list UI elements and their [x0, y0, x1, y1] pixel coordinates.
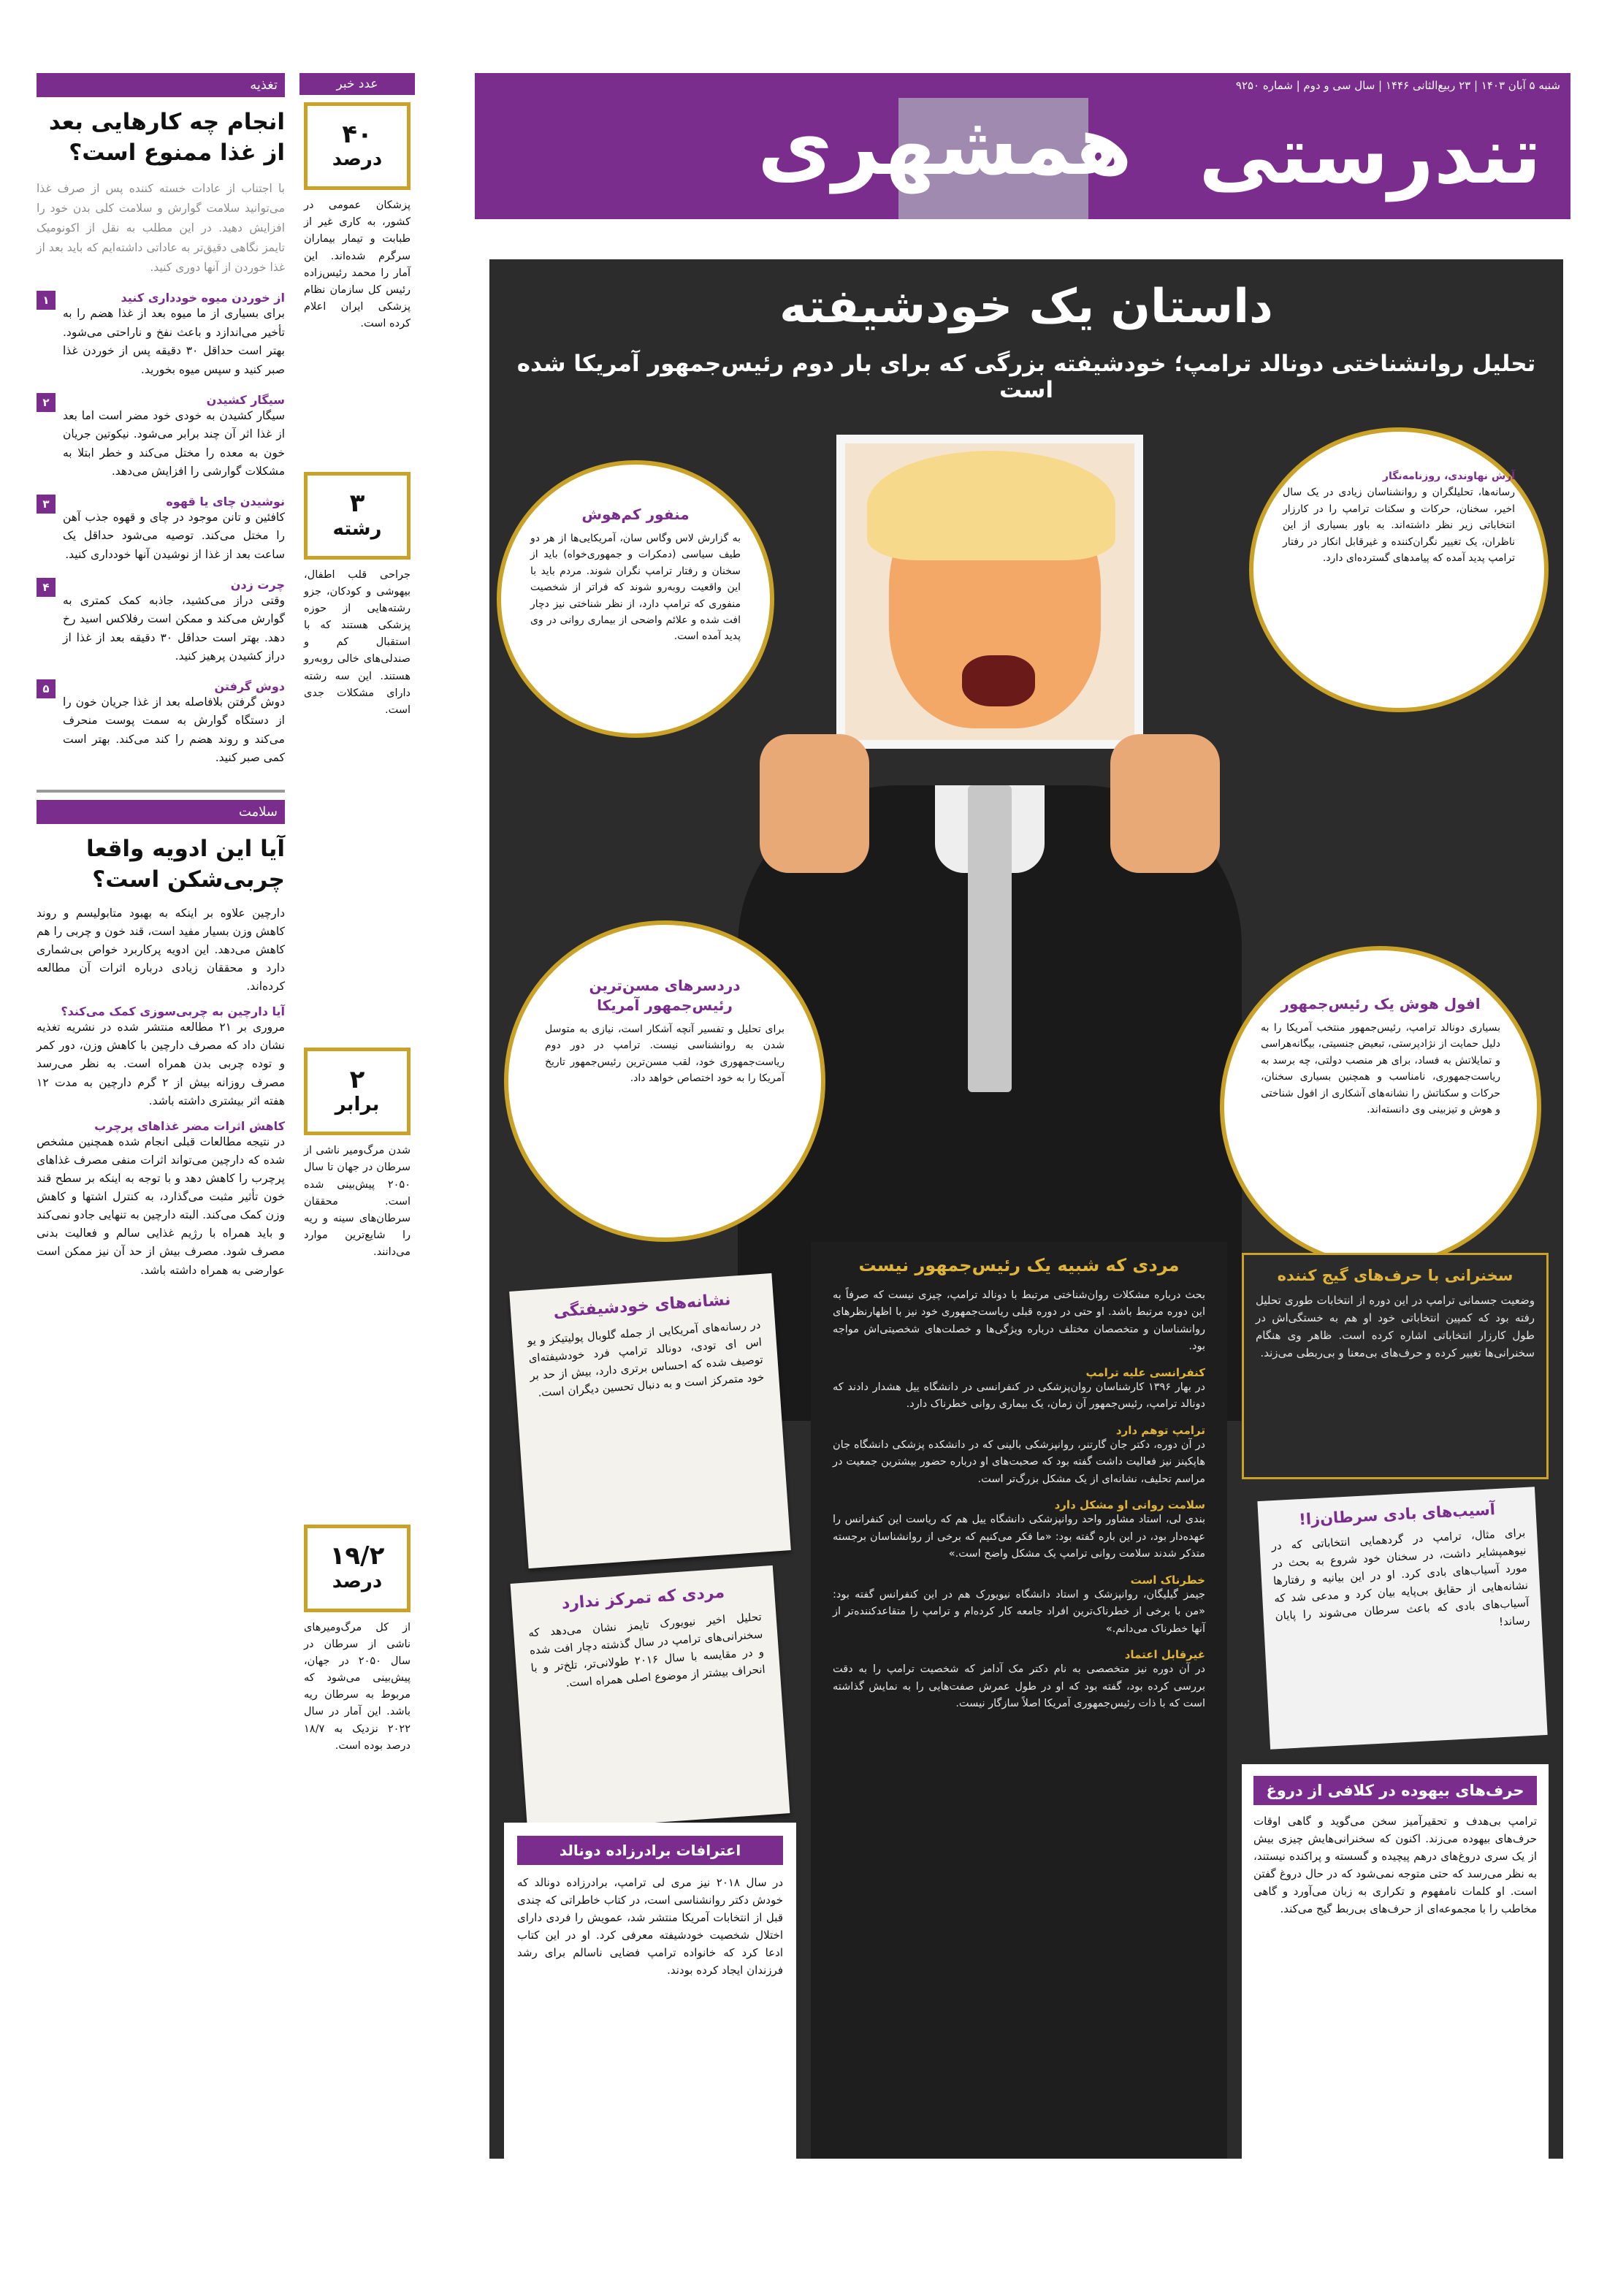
stat-number: ۱۹/۲: [329, 1541, 385, 1571]
left-hand: [760, 734, 869, 873]
bubble-title: دردسرهای مسن‌ترین رئیس‌جمهور آمریکا: [589, 977, 741, 1014]
tip-text: برای بسیاری از ما میوه بعد از غذا هضم را به تأخیر می‌اندازد و باعث نفخ و ناراحتی می‌شود. بهتر است حداقل ۳۰ دقیقه پس از خوردن غذا صبر کنید و سپس میوه بخورید.: [63, 307, 285, 376]
stat-box: [304, 1048, 411, 1135]
note-title: نشانه‌های خودشیفتگی: [552, 1290, 732, 1321]
feature-section: [489, 259, 1563, 2159]
tip-number-badge: ۳: [37, 495, 56, 514]
center-subtext: جیمز گیلیگان، روانپزشک و استاد دانشگاه نیویورک هم در این کنفرانس گفته بود: «من با برخی از خطرناک‌ترین افراد جامعه کار کرده‌ام و ترامپ را متقاعد‌کننده‌تر از آنها خطرناک می‌دانم.»: [833, 1588, 1205, 1635]
bubble-oldest-president: [504, 920, 825, 1242]
bubble-text: بسیاری دونالد ترامپ، رئیس‌جمهور منتخب آمریکا را به دلیل حمایت از نژادپرستی، تبعیض جنسیتی، بیگانه‌هراسی و تمایلاتش به فساد، برای هر منصب دولتی، چه برسد به ریاست‌جمهوری، نامناسب و همچنین بسیاری سخنان، حرکات و سکناتش را نشانه‌های آشکاری از افول شناختی و هوش و تیزبینی وی دانسته‌اند.: [1261, 1022, 1500, 1115]
stat-item-3: [299, 1048, 415, 1261]
stat-unit: درصد: [332, 148, 383, 171]
feature-headline: داستان یک خودشیفته: [779, 280, 1273, 334]
logo-tandorosti: تندرستی: [1199, 110, 1541, 202]
tip-number-badge: ۱: [37, 291, 56, 310]
note-no-focus: [511, 1565, 790, 1831]
health-subtitle-1: آیا دارچین به چربی‌سوزی کمک می‌کند؟: [61, 1004, 285, 1019]
box-niece-confessions: [504, 1823, 796, 2159]
health-title: آیا این ادویه واقعا چربی‌شکن است؟: [85, 836, 285, 893]
box-title: سخنرانی با حرف‌های گیج کننده: [1277, 1267, 1514, 1284]
section-tag-nutrition: تغذیه: [37, 73, 285, 97]
stat-unit: درصد: [332, 1570, 383, 1593]
health-subtext-2: در نتیجه مطالعات قبلی انجام شده همچنین مشخص شده که دارچین می‌تواند اثرات منفی مصرف غذاهای پرچرب را کاهش دهد و با توجه به اینکه بر سطح قند خون تأثیر مثبت می‌گذارد، به کنترل اشتها و کاهش وزن کمک می‌کند. البته دارچین به تنهایی جادو نمی‌کند و باید همراه با رژیم غذایی سالم و فعالیت بدنی مصرف شود. مصرف بیش از حد آن نیز ممکن است عوارضی به همراه داشته باشد.: [37, 1134, 285, 1277]
box-windmills: [1257, 1487, 1547, 1749]
stat-text: پزشکان عمومی در کشور، به کاری غیر از طبابت و تیمار بیماران سرگرم شده‌اند. این آمار را محمد رئیس‌زاده رئیس کل سازمان نظام پزشکی ایران اعلام کرده است.: [304, 199, 411, 330]
center-subtext: بندی لی، استاد مشاور واحد روانپزشکی دانشگاه ییل هم که ریاست این کنفرانس را عهده‌دار بود، در این باره گفته بود: «ما فکر می‌کنیم که برخی از روانشناسان برجسته متذکر شدند سلامت روانی ترامپ یک مشکل واضح است.»: [833, 1514, 1205, 1560]
stat-box: [304, 102, 411, 190]
stats-column: [299, 73, 415, 1755]
section-tag-health: سلامت: [37, 800, 285, 824]
stat-box: [304, 1525, 411, 1612]
center-subtext: در بهار ۱۳۹۶ کارشناسان روان‌پزشکی در کنفرانسی در دانشگاه ییل هشدار دادند که دونالد ترامپ، رئیس‌جمهور آن زمان، یک بیماری روانی خطرناک دارد.: [833, 1381, 1205, 1411]
bubble-title: افول هوش یک رئیس‌جمهور: [1280, 995, 1481, 1012]
stat-text: شدن مرگ‌ومیر ناشی از سرطان در جهان تا سال ۲۰۵۰ پیش‌بینی شده است. محققان سرطان‌های سینه و ریه را شایع‌ترین موارد می‌دانند.: [304, 1145, 411, 1259]
box-text: در سال ۲۰۱۸ نیز مری لی ترامپ، برادرزاده دونالد که خودش دکتر روانشناسی است، در کتاب خاطراتی که چندی قبل از انتخابات آمریکا منتشر شد، عمویش را فردی دارای اختلال شخصیت خودشیفته معرفی کرد. او در این کتاب ادعا کرد که خانواده ترامپ فضایی ناسالم برای رشد فرزندان ایجاد کرده بودند.: [517, 1876, 784, 1977]
note-title: مردی که تمرکز ندارد: [561, 1583, 725, 1614]
center-subtext: در آن دوره، دکتر جان گارتنر، روانپزشکی بالینی که در دانشکده پزشکی دانشگاه جان هاپکینز نیز فعالیت داشت گفته بود که صحبت‌های او درباره حضور بیشترین جمعیت در مراسم تحلیف، نشانه‌ای از یک مشکل بزرگ‌تر است.: [833, 1438, 1205, 1485]
bubble-byline: آرش نهاوندی، روزنامه‌نگار: [1382, 470, 1515, 482]
tip-text: کافئین و تانن موجود در چای و قهوه جذب آهن را مختل می‌کند. توصیه می‌شود حداقل یک ساعت بعد از غذا از نوشیدن آنها خودداری کنید.: [63, 510, 285, 561]
box-text: برای مثال، ترامپ در گردهمایی انتخاباتی که در نیوهمپشایر داشت، در سخنان خود شروع به بحث در مورد آسیاب‌های بادی کرد. او در این بیانیه و رفتارها نشانه‌هایی از حقایق بی‌پایه بیان کرد و مدعی شد که آسیاب‌های بادی که باعث سرطان می‌شوند را پایان رساند!: [1271, 1526, 1530, 1629]
health-intro: دارچین علاوه بر اینکه به بهبود متابولیسم و روند کاهش وزن بسیار مفید است، قند خون و چربی را هم کاهش می‌دهد. این ادویه پرکاربرد خواص بی‌شماری دارد و محققان زیادی درباره اثرات آن مطالعه کرده‌اند.: [37, 906, 285, 993]
health-subtitle-2: کاهش اثرات مضر غذاهای پرچرب: [94, 1118, 285, 1133]
tip-number-badge: ۲: [37, 393, 56, 412]
box-title: اعترافات برادرزاده دونالد: [517, 1836, 783, 1865]
tip-text: وقتی دراز می‌کشید، جاذبه کمک کمتری به گوارش می‌کند و ممکن است رفلاکس اسید رخ دهد. بهتر است حداقل ۳۰ دقیقه بعد از غذا از دراز کشیدن پرهیز کنید.: [63, 593, 285, 663]
box-text: وضعیت جسمانی ترامپ در این دوره از انتخابات طوری تحلیل رفته بود که کمپین انتخاباتی خود او هم به خستگی‌اش در طول کارزار انتخاباتی اشاره کرده است. ظاهر وی هنگام سخنرانی‌ها تغییر کرده و حرف‌های بی‌معنا و بی‌ربطی می‌زند.: [1256, 1294, 1535, 1359]
tip-title: دوش گرفتن: [214, 679, 285, 693]
mouth-illustration: [962, 655, 1035, 706]
box-title: آسیب‌های بادی سرطان‌زا!: [1298, 1500, 1496, 1529]
tip-title: چرت زدن: [230, 577, 285, 592]
center-intro: بحث درباره مشکلات روان‌شناختی مرتبط با دونالد ترامپ، چیزی نیست که صرفاً به این دوره مرتبط باشد. او حتی در دوره قبلی ریاست‌جمهوری خود نیز با اظهارنظرهای روانشناسان و متخصصان مختلف درباره ویژگی‌ها و خصلت‌های شخصیتی‌اش مواجه بود.: [833, 1289, 1205, 1353]
tip-text: سیگار کشیدن به خودی خود مضر است اما بعد از غذا اثر آن چند برابر می‌شود. نیکوتین جریان خون به معده را مختل می‌کند و خطر ابتلا به مشکلات گوارشی را افزایش می‌دهد.: [63, 408, 285, 478]
tip-number-badge: ۵: [37, 679, 56, 698]
bubble-text: برای تحلیل و تفسیر آنچه آشکار است، نیازی به متوسل شدن به روانشناسی نیست. ترامپ در دور دوم ریاست‌جمهوری خود، لقب مسن‌ترین رئیس‌جمهور تاریخ آمریکا را به خود اختصاص خواهد داد.: [545, 1023, 785, 1085]
center-subtitle: خطرناک است: [1130, 1573, 1205, 1587]
stat-item-4: [299, 1525, 415, 1755]
bubble-intelligence-decline: [1220, 946, 1541, 1267]
bubble-text: رسانه‌ها، تحلیلگران و روانشناسان زیادی در یک سال اخیر، سخنان، حرکات و سکنات ترامپ را در کارزار انتخاباتی زیر نظر داشته‌اند. به باور بسیاری از این ناظران، یک تغییر نگران‌کننده و غیرقابل انکار در رفتار ترامپ پدید آمده که پیامدهای گسترده‌ای دارد.: [1283, 487, 1515, 564]
masthead: [475, 73, 1570, 219]
bubble-columnist: [1249, 427, 1549, 712]
stats-label: عدد خبر: [299, 73, 415, 95]
tip-1: [37, 291, 285, 379]
note-text: تحلیل اخیر نیویورک تایمز نشان می‌دهد که سخنرانی‌های ترامپ در سال گذشته دچار افت شده و در مقایسه با سال ۲۰۱۶ طولانی‌تر، تلخ‌تر و با انحراف بیشتر از موضوع اصلی همراه است.: [527, 1610, 766, 1690]
left-column: [37, 73, 285, 1280]
tip-text: دوش گرفتن بلافاصله بعد از غذا جریان خون را از دستگاه گوارش به سمت پوست منحرف می‌کند و روند هضم را کند می‌کند. بهتر است کمی صبر کنید.: [63, 695, 285, 765]
health-article: [37, 800, 285, 1280]
hands-illustration: [760, 734, 1220, 873]
tip-2: [37, 393, 285, 481]
box-lies: [1242, 1764, 1549, 2159]
center-subtitle: غیرقابل اعتماد: [1124, 1648, 1205, 1662]
center-subtitle: سلامت روانی او مشکل دارد: [1054, 1498, 1205, 1512]
stat-item-1: [299, 102, 415, 333]
stat-unit: برابر: [335, 1094, 380, 1116]
hair-illustration: [867, 451, 1115, 560]
tip-3: [37, 495, 285, 565]
stat-item-2: [299, 472, 415, 720]
box-confusing-speech: [1242, 1253, 1549, 1479]
note-text: در رسانه‌های آمریکایی از جمله گلوبال پولیتیکز و یو اس ای تودی، دونالد ترامپ فرد خودشیفته‌ای توصیف شده که احساس برتری دارد، بیش از حد بر خود متمرکز است و به دنبال تحسین دیگران است.: [527, 1318, 765, 1400]
stat-text: جراحی قلب اطفال، بیهوشی و کودکان، جزو رشته‌هایی از حوزه پزشکی هستند که با استقبال کم و صندلی‌های خالی روبه‌رو هستند. این سه رشته دارای مشکلات جدی است.: [304, 568, 411, 716]
logo-hamshahri: همشهری: [757, 99, 1132, 194]
bubble-title: منفور کم‌هوش: [581, 506, 690, 523]
stat-number: ۲: [349, 1064, 365, 1094]
bubble-text: به گزارش لاس وگاس سان، آمریکایی‌ها از هر دو طیف سیاسی (دمکرات و جمهوری‌خواه) باید از سخنان و رفتار ترامپ نگران شوند. مردم باید با این واقعیت روبه‌رو شوند که فراتر از شخصیت منفوری که ترامپ دارد، از نظر شناختی نیز دچار افت شده و علائم واضحی از بیماری روانی در وی پدید آمده است.: [530, 533, 741, 643]
center-subtitle: کنفرانسی علیه ترامپ: [1085, 1365, 1205, 1379]
tip-title: نوشیدن چای یا قهوه: [166, 494, 285, 508]
nutrition-intro: با اجتناب از عادات خسته کننده پس از صرف غذا می‌توانید سلامت گوارش و سلامت کلی بدن خود را افزایش دهید. در این مطلب به نقل از اکونومیک تایمز نگاهی دقیق‌تر به عاداتی داشته‌ایم که باید بعد از غذا خوردن از آنها دوری کنید.: [37, 181, 285, 275]
stat-box: [304, 472, 411, 560]
center-story: [811, 1242, 1227, 2159]
stat-unit: رشته: [332, 517, 382, 540]
tip-title: از خوردن میوه خودداری کنید: [121, 291, 285, 305]
date-line: شنبه ۵ آبان ۱۴۰۳ | ۲۳ ربیع‌الثانی ۱۴۴۶ | سال سی و دوم | شماره ۹۲۵۰: [475, 73, 1570, 98]
right-hand: [1110, 734, 1220, 873]
tip-5: [37, 679, 285, 768]
center-title: مردی که شبیه یک رئیس‌جمهور نیست: [858, 1255, 1180, 1275]
stat-number: ۴۰: [342, 119, 373, 149]
tip-title: سیگار کشیدن: [206, 392, 285, 407]
feature-subhead: تحلیل روانشناختی دونالد ترامپ؛ خودشیفته بزرگی که برای بار دوم رئیس‌جمهور آمریکا شده است: [516, 351, 1536, 403]
center-subtitle: ترامپ توهم دارد: [1115, 1423, 1205, 1437]
tip-number-badge: ۴: [37, 578, 56, 597]
stat-text: از کل مرگ‌ومیرهای ناشی از سرطان در سال ۲۰۵۰ در جهان، پیش‌بینی می‌شود که مربوط به سرطان ریه باشد. این آمار در سال ۲۰۲۲ نزدیک به ۱۸/۷ درصد بوده است.: [304, 1621, 411, 1752]
note-narcissism-signs: [509, 1273, 791, 1568]
portrait-frame: [836, 435, 1143, 749]
divider: [37, 790, 285, 793]
box-text: ترامپ بی‌هدف و تحقیرآمیز سخن می‌گوید و گاهی اوقات حرف‌های بیهوده می‌زند. اکنون که سخنرانی‌هایش چیزی بیش از یک سری دروغ‌های درهم پیچیده و گسسته و پراکنده نیستند، به نظر می‌رسد که حتی متوجه نمی‌شود که در حال دروغ گفتن است. او کلمات نامفهوم و تکراری به زبان می‌آورد و گاهی مخاطب را با مجموعه‌ای از حرف‌های بی‌ربط گیج می‌کند.: [1253, 1815, 1537, 1915]
tip-4: [37, 578, 285, 666]
box-title: حرف‌های بیهوده در کلافی از دروغ: [1253, 1776, 1537, 1805]
health-subtext-1: مروری بر ۲۱ مطالعه منتشر شده در نشریه تغذیه نشان داد که مصرف دارچین با کاهش وزن، دور کمر و توده چربی بدن همراه است. به نظر می‌رسد مصرف روزانه بیش از ۲ گرم دارچین به مدت ۱۲ هفته اثر بیشتری داشته باشد.: [37, 1021, 285, 1107]
bubble-hated-low-iq: [497, 460, 774, 738]
center-subtext: در آن دوره نیز متخصصی به نام دکتر مک آدامز که شخصیت ترامپ را به دقت بررسی کرده بود، گفته بود که او در طول عمرش صفت‌هایی را به نمایش گذاشته است که با ذات رئیس‌جمهوری آمریکا اصلاً سازگار نیست.: [833, 1663, 1205, 1710]
nutrition-title: انجام چه کارهایی بعد از غذا ممنوع است؟: [48, 109, 285, 166]
logo-area: [475, 98, 1570, 219]
stat-number: ۳: [349, 489, 365, 519]
